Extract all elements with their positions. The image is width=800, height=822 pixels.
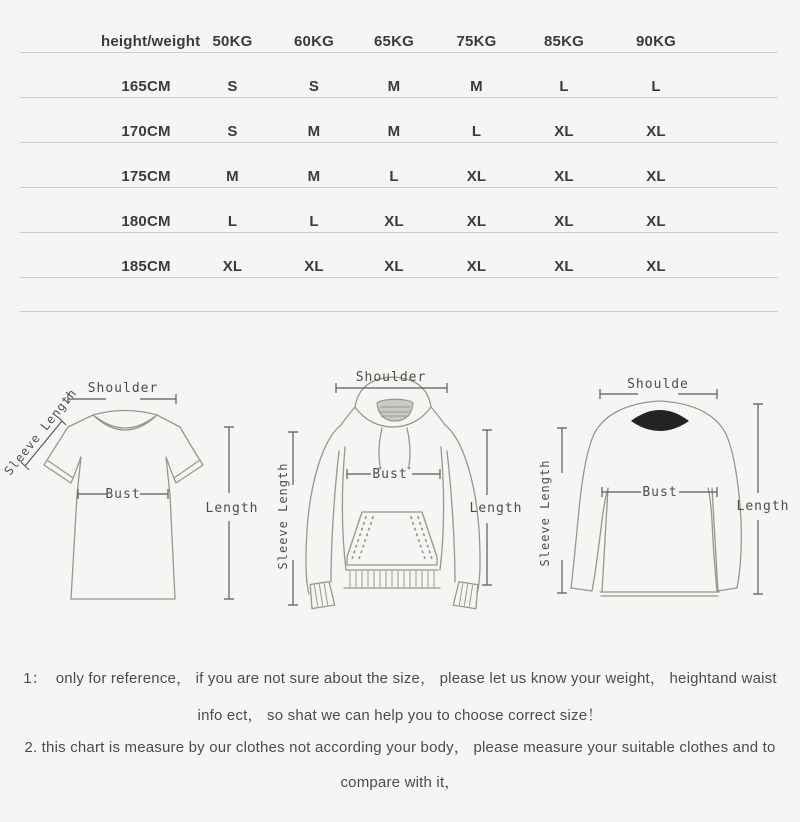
hoodie-bust-label: Bust — [372, 467, 408, 482]
garment-diagrams — [0, 345, 800, 645]
size-cell: XL — [554, 213, 574, 230]
size-table — [20, 8, 778, 312]
size-cell: XL — [466, 213, 487, 230]
column-header-90kg: 90KG — [636, 33, 676, 50]
hoodie-length-label: Length — [469, 501, 523, 516]
size-cell: XL — [222, 258, 243, 275]
size-cell: XL — [554, 258, 574, 275]
table-header-row — [20, 8, 778, 53]
tshirt-bust-label: Bust — [105, 487, 141, 502]
size-cell: L — [559, 78, 569, 95]
column-header-85kg: 85KG — [544, 33, 584, 50]
row-header: 175CM — [121, 168, 171, 185]
size-cell: M — [387, 123, 401, 140]
hoodie-sleeve-length-label: Sleeve Length — [276, 462, 290, 570]
note-2-line-2: compare with it， — [340, 774, 460, 791]
size-cell: L — [651, 78, 661, 95]
table-row-175cm — [20, 143, 778, 188]
column-header-height-weight: height/weight — [101, 33, 201, 50]
size-cell: S — [227, 78, 238, 95]
size-cell: XL — [554, 168, 574, 185]
size-cell: XL — [384, 213, 404, 230]
longsleeve-shoulder-label: Shoulde — [627, 377, 689, 392]
column-header-60kg: 60KG — [294, 33, 334, 50]
size-cell: XL — [466, 168, 487, 185]
size-cell: XL — [384, 258, 404, 275]
tshirt-diagram — [1, 381, 258, 599]
column-header-50kg: 50KG — [212, 33, 253, 50]
size-cell: L — [309, 213, 319, 230]
note-1-line-1: 1： only for reference， if you are not sure about the size， please let us know your weight， heightand waist — [23, 670, 777, 687]
tshirt-sleeve-length-label: Sleeve Length — [1, 385, 80, 478]
column-header-65kg: 65KG — [374, 33, 414, 50]
size-cell: M — [387, 78, 401, 95]
size-cell: XL — [646, 123, 666, 140]
size-cell: L — [471, 123, 482, 140]
size-cell: XL — [466, 258, 487, 275]
longsleeve-diagram — [538, 377, 789, 596]
table-row-185cm — [20, 233, 778, 278]
row-header: 180CM — [121, 213, 171, 230]
size-cell: M — [307, 168, 321, 185]
size-cell: M — [470, 78, 483, 95]
note-1-line-2: info ect， so shat we can help you to choose correct size！ — [197, 707, 603, 724]
size-cell: XL — [646, 213, 666, 230]
size-cell: S — [308, 78, 320, 95]
size-cell: XL — [646, 168, 666, 185]
column-header-75kg: 75KG — [456, 33, 497, 50]
row-header: 165CM — [121, 78, 171, 95]
table-row-180cm — [20, 188, 778, 233]
hoodie-shoulder-label: Shoulder — [355, 370, 427, 385]
note-2-line-1: 2. this chart is measure by our clothes not according your body， please measure your suitable clothes and to — [24, 739, 776, 756]
longsleeve-length-label: Length — [736, 499, 790, 514]
tshirt-shoulder-label: Shoulder — [87, 381, 159, 396]
size-cell: XL — [304, 258, 324, 275]
longsleeve-sleeve-length-label: Sleeve Length — [538, 459, 552, 567]
size-cell: L — [227, 213, 238, 230]
table-row-165cm — [20, 53, 778, 98]
row-header: 185CM — [121, 258, 171, 275]
size-cell: M — [226, 168, 239, 185]
size-cell: L — [389, 168, 399, 185]
size-cell: M — [307, 123, 321, 140]
size-cell: XL — [554, 123, 574, 140]
table-empty-row — [20, 278, 778, 312]
hoodie-diagram — [276, 370, 522, 609]
size-cell: S — [227, 123, 238, 140]
table-row-170cm — [20, 98, 778, 143]
longsleeve-bust-label: Bust — [642, 485, 678, 500]
tshirt-length-label: Length — [205, 501, 259, 516]
row-header: 170CM — [121, 123, 171, 140]
size-cell: XL — [646, 258, 666, 275]
